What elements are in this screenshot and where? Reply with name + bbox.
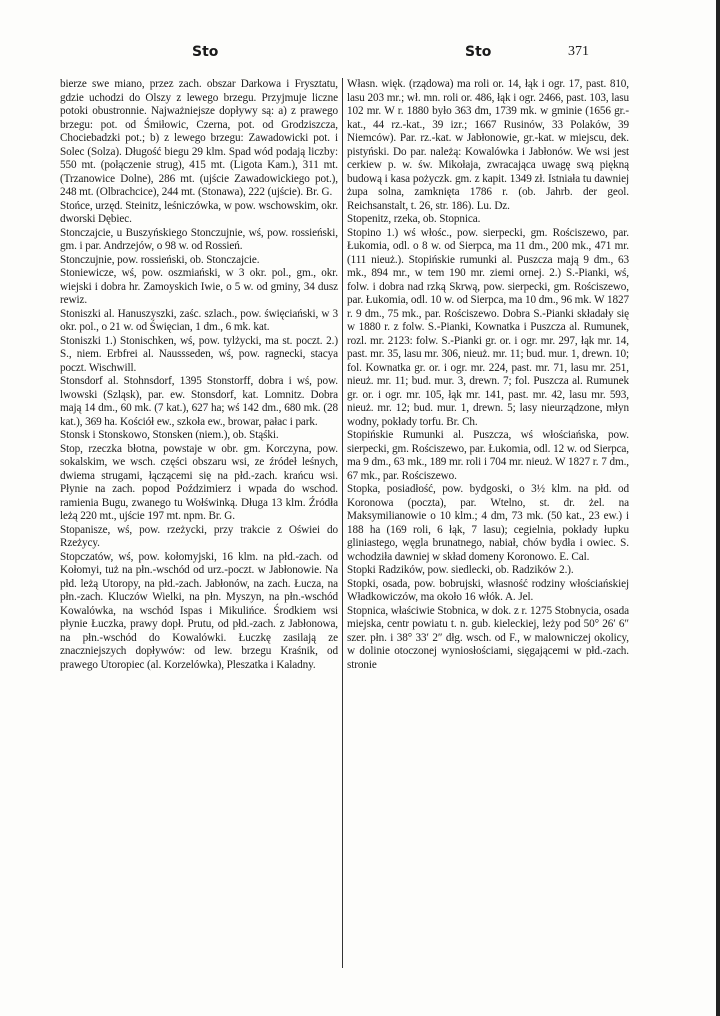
entry: Stopnica, właściwie Stobnica, w dok. z r. 1275 Stobnycia, osada miejska, centr powiatu t. n. gub. kieleckiej, leży pod 50° 26′ 6″ szer. płn. i 38° 33′ 2″ dłg. wsch. od F., w malowniczej okolicy, w dolinie otoczonej wyniosłościami, sięgającemi w płd.-zach. stronie	[347, 604, 629, 671]
entry: Stopanisze, wś, pow. rzeżycki, przy trakcie z Oświei do Rzeżycy.	[60, 523, 338, 549]
running-head-left: Sto	[192, 44, 219, 60]
entry: Stopino 1.) wś włośc., pow. sierpecki, gm. Rościszewo, par. Łukomia, odl. o 8 w. od Sierpca, ma 11 dm., 200 mk., 471 mr. (111 nieuż.). Stopińskie rumunki al. Puszcza mają 9 dm., 63 mk., 894 mr., w tem 190 mr. ziemi ornej. 2.) S.-Pianki, wś, folw. i dobra nad rzką Skrwą, pow. sierpecki, gm. Rościszewo, par. Łukomia, odl. 10 w. od Sierpca, ma 10 dm., 96 mk. W 1827 r. 9 dm., 75 mk., par. Rościszewo. Dobra S.-Pianki składały się w 1880 r. z folw. S.-Pianki, Kownatka i Puszcza al. Rumunek, rozl. mr. 2123: folw. S.-Pianki gr. or. i ogr. mr. 297, łąk mr. 14, past. mr. 35, lasu mr. 306, nieuż. mr. 11; bud. mur. 1, drewn. 10; fol. Kownatka gr. or. i ogr. mr. 224, past. mr. 71, lasu mr. 251, nieuż. mr. 11; bud. mur. 3, drewn. 7; fol. Puszcza al. Rumunek gr. or. i ogr. mr. 105, łąk mr. 141, past. mr. 42, lasu mr. 593, nieuż. mr. 12; bud. mur. 1, drewn. 5; lasy nieurządzone, młyn wodny, pokłady torfu. Br. Ch.	[347, 226, 629, 428]
entry: Stonsk i Stonskowo, Stonsken (niem.), ob. Stąśki.	[60, 429, 279, 441]
entry: Stopińskie Rumunki al. Puszcza, wś włościańska, pow. sierpecki, gm. Rościszewo, par. Łukomia, odl. 12 w. od Sierpca, ma 9 dm., 63 mk., 189 mr. roli i 704 mr. nieuż. W 1827 r. 7 dm., 67 mk., par. Rościszewo.	[347, 429, 629, 482]
entry: Stopki Radzików, pow. siedlecki, ob. Radzików 2.).	[347, 564, 574, 576]
entry: Stoniszki 1.) Stonischken, wś, pow. tylżycki, ma st. poczt. 2.) S., niem. Erbfrei al. Naussseden, wś, pow. ragnecki, stacya poczt. Wischwill.	[60, 334, 338, 374]
entry: Stopka, posiadłość, pow. bydgoski, o 3½ klm. na płd. od Koronowa (poczta), par. Wtelno, st. dr. żel. na Maksymilianowie o 10 klm.; 4 dm, 73 mk. (50 kat., 23 ew.) i 188 ha (169 roli, 6 łąk, 7 lasu); cegielnia, pokłady łupku gliniastego, węgla brunatnego, nabiał, chów bydła i owiec. S. wchodziła dawniej w skład domeny Koronowo. E. Cal.	[347, 483, 629, 563]
entry: Stońce, urzęd. Steinitz, leśniczówka, w pow. wschowskim, okr. dworski Dębiec.	[60, 199, 338, 225]
right-column	[347, 78, 629, 978]
entry: Stopenitz, rzeka, ob. Stopnica.	[347, 213, 481, 225]
entry: Stoniewicze, wś, pow. oszmiański, w 3 okr. pol., gm., okr. wiejski i dobra hr. Zamoyskich Iwie, o 5 w. od gminy, 34 dusz rewiz.	[60, 267, 338, 306]
entry: Stop, rzeczka błotna, powstaje w obr. gm. Korczyna, pow. sokalskim, we wsch. części obszaru wsi, ze źródeł leśnych, dwiema strugami, łączącemi się na płd.-zach. krańcu wsi. Płynie na zach. popod Poździmierz i wpada do wschod. ramienia Bugu, zwanego tu Wołświnką. Długa 13 klm. Źródła leżą 220 mt., ujście 197 mt. npm. Br. G.	[60, 442, 338, 522]
scan-edge	[716, 0, 720, 1016]
entry: Własn. więk. (rządowa) ma roli or. 14, łąk i ogr. 17, past. 810, lasu 203 mr.; wł. mn. roli or. 486, łąk i ogr. 2466, past. 103, lasu 102 mr. W r. 1880 było 363 dm, 1739 mk. w gminie (1656 gr.-kat., 44 rz.-kat., 39 izr.; 1667 Rusinów, 33 Polaków, 39 Niemców). Par. rz.-kat. w Jabłonowie, gr.-kat. w miejscu, dek. pistyński. Do par. należą: Kowalówka i Jabłonów. We wsi jest cerkiew p. w. św. Mikołaja, zwracająca uwagę swą piękną budową i kasa pożyczk. gm. z kapit. 1349 zł. Istniała tu dawniej żupa solna, zamknięta 1786 r. (ob. Jahrb. der geol. Reichsanstalt, t. 26, str. 186). Lu. Dz.	[347, 78, 629, 212]
running-head-right: Sto	[465, 44, 492, 60]
page-header	[60, 44, 700, 68]
entry: Stonsdorf al. Stohnsdorf, 1395 Stonstorff, dobra i wś, pow. lwowski (Szląsk), par. ew. Stonsdorf, kat. Lomnitz. Dobra mają 14 dm., 60 mk. (7 kat.), 627 ha; wś 142 dm., 680 mk. (28 kat.), 369 ha. Kościół ew., szkoła ew., browar, pałac i park.	[60, 375, 338, 428]
entry: Stonczajcie, u Buszyńskiego Stonczujnie, wś, pow. rossieński, gm. i par. Andrzejów, o 98 w. od Rossień.	[60, 226, 338, 252]
entry: Stopki, osada, pow. bobrujski, własność rodziny włościańskiej Władkowiczów, ma około 16 włók. A. Jel.	[347, 577, 629, 603]
entry: Stonczujnie, pow. rossieński, ob. Stonczajcie.	[60, 253, 260, 266]
entry: Stopczatów, wś, pow. kołomyjski, 16 klm. na płd.-zach. od Kołomyi, tuż na płn.-wschód od urz.-poczt. w Jabłonowie. Na płd. leżą Utoropy, na płd.-zach. Jabłonów, na zach. Łucza, na płn.-zach. Kluczów Wielki, na płn. Myszyn, na płn.-wschód Kowalówka, na wschód Ispas i Mikulińce. Środkiem wsi płynie Łuczka, prawy dopł. Prutu, od płd.-zach. z Jabłonowa, na płn.-wschód do Kowalówki. Łuczkę zasilają ze znaczniejszych dopływów: od lew. brzegu Kraśnik, od prawego Utoropiec (al. Korzelówka), Pleszatka i Kaladny.	[60, 550, 338, 671]
page-number: 371	[568, 44, 589, 59]
column-divider	[342, 78, 343, 968]
entry: bierze swe miano, przez zach. obszar Darkowa i Frysztatu, gdzie uchodzi do Olszy z lewego brzegu. Przyjmuje liczne potoki obustronnie. Najważniejsze dopływy są: a) z prawego brzegu: pot. od Śmiłowic, Czerna, pot. od Grodziszcza, Chociebadzki pot.; b) z lewego brzegu: Zawadowicki pot. i Solec (Solza). Długość biegu 29 klm. Spad wód podają liczby: 550 mt. (połączenie strug), 415 mt. (Ligota Kam.), 311 mt. (Trzanowice Dolne), 286 mt. (ujście Zawadowickiego pot.), 248 mt. (Olbrachcice), 244 mt. (Stonawa), 222 (ujście). Br. G.	[60, 78, 338, 198]
left-column	[60, 78, 338, 978]
entry: Stoniszki al. Hanuszyszki, zaśc. szlach., pow. święciański, w 3 okr. pol., o 21 w. od Święcian, 1 dm., 6 mk. kat.	[60, 307, 338, 333]
